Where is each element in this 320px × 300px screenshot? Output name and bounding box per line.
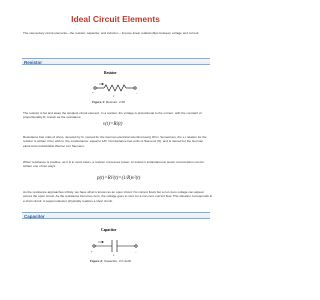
equation-ohms-law: v(t)=Ri(t) [103, 122, 123, 127]
section-heading-capacitor: Capacitor [24, 213, 45, 219]
caption-prefix: Figure 1: [92, 100, 106, 104]
caption-prefix: Figure 2: [90, 259, 104, 263]
figure-title-resistor: Resistor [104, 71, 117, 75]
caption-text: Resistor. v=Ri [105, 100, 126, 104]
capacitor-current-arrow [98, 241, 104, 243]
caption-text: Capacitor. i=C dv/dt [103, 259, 132, 263]
page-title: Ideal Circuit Elements [71, 14, 160, 24]
equation-power: p(t)=Ri²(t)=(1/R)v²(t) [97, 176, 141, 181]
plus-sign: + [91, 250, 93, 254]
resistor-paragraph-1: The resistor is far and away the simplest circuit element. In a resistor, the voltage is proportional to the current, with the constant of proportionality R, known as the resistance. [23, 111, 202, 120]
resistor-diagram [90, 76, 140, 98]
section-header-capacitor [22, 212, 210, 219]
minus-sign: − [136, 91, 138, 95]
figure-title-capacitor: Capacitor [101, 228, 117, 232]
resistor-current-arrow [99, 83, 104, 85]
resistor-symbol [94, 85, 136, 91]
figure-caption-resistor [92, 100, 125, 104]
intro-paragraph: The elementary circuit elements—the resistor, capacitor, and inductor— impose linear relationships between voltage and current. [23, 31, 200, 35]
voltage-label: v [113, 253, 115, 257]
resistor-paragraph-2: Resistance has units of ohms, denoted by Ω, named for the German electrical scientist Georg Ohm. Sometimes, the v-i relation for the resistor is written i=Gv, with G, the conductance, equal to 1/R. Conductance has units of Siemens (S), and is named for the German electronics industrialist Werner von Siemens. [23, 135, 207, 148]
section-header-resistor [22, 58, 210, 65]
minus-sign: − [135, 250, 137, 254]
section-heading-resistor: Resistor [24, 59, 43, 65]
plus-sign: + [92, 91, 94, 95]
capacitor-diagram [88, 233, 142, 257]
resistor-paragraph-4: As the resistance approaches infinity, we have what is known as an open circuit: No current flows but a non-zero voltage can appear across the open circuit. As the resistance becomes zero, the voltage goes to zero for a non-zero current flow. This situation corresponds to a short circuit. A superconductor physically realizes a short circuit. [23, 190, 213, 203]
voltage-label: v [113, 94, 115, 98]
resistor-paragraph-3: When resistance is positive, as it is in most cases, a resistor consumes power. A resistor's instantaneous power consumption can be written one of two ways. [23, 160, 204, 169]
figure-caption-capacitor [90, 259, 131, 263]
